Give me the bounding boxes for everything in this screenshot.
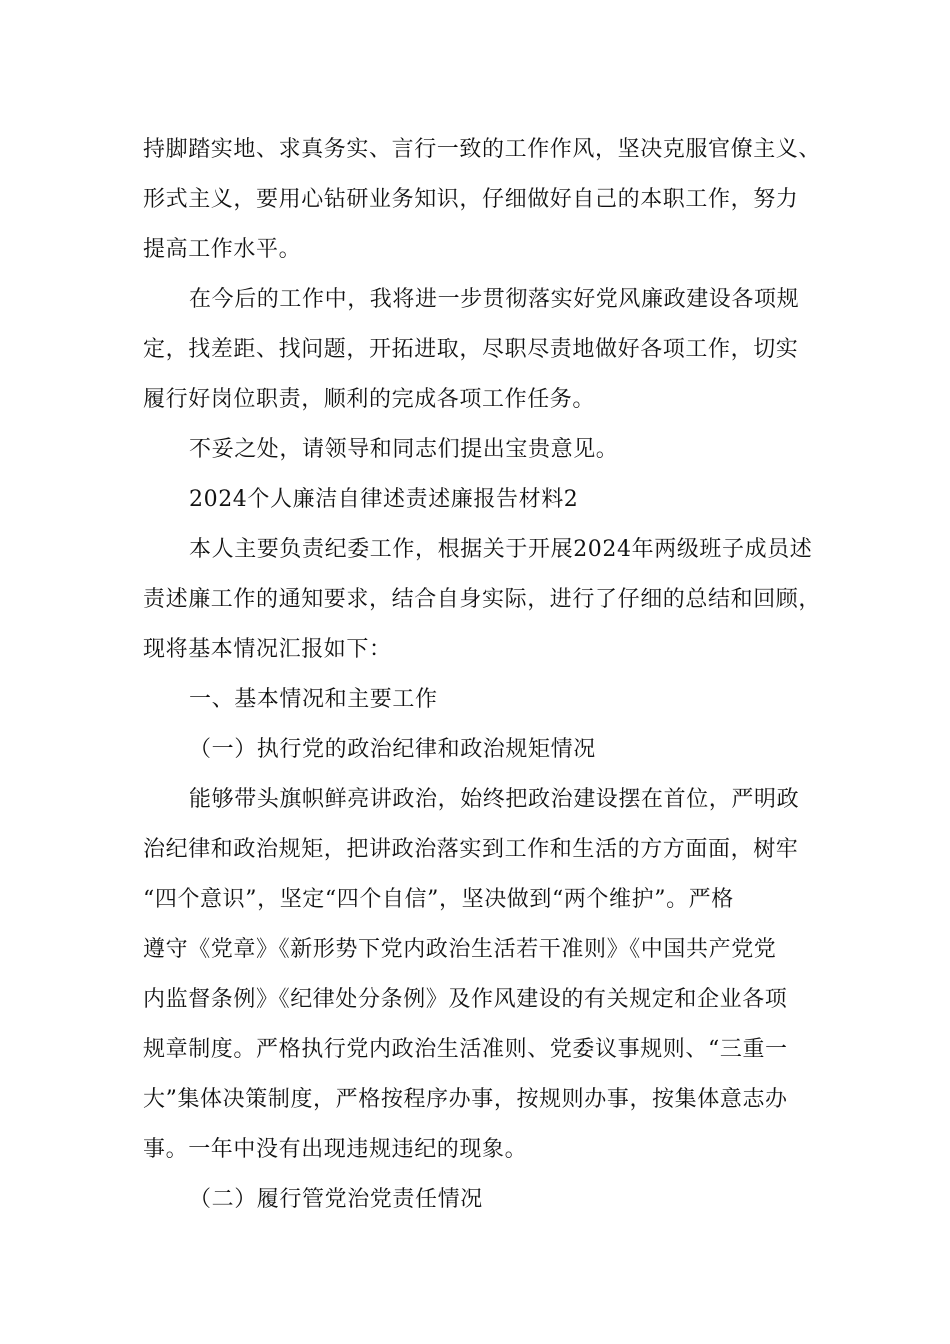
- body-text-line: 现将基本情况汇报如下：: [143, 637, 392, 662]
- body-text-line: 规章制度。严格执行党内政治生活准则、党委议事规则、“三重一: [143, 1037, 788, 1062]
- body-text-line: 责述廉工作的通知要求，结合自身实际，进行了仔细的总结和回顾，: [143, 587, 822, 612]
- body-text-line: 本人主要负责纪委工作，根据关于开展2024年两级班子成员述: [189, 537, 813, 562]
- body-text-line: 持脚踏实地、求真务实、言行一致的工作作风，坚决克服官僚主义、: [143, 137, 822, 162]
- body-text-line: 履行好岗位职责，顺利的完成各项工作任务。: [143, 387, 596, 412]
- body-text-line: 遵守《党章》《新形势下党内政治生活若干准则》《中国共产党党: [143, 937, 777, 962]
- body-text-line: 在今后的工作中，我将进一步贯彻落实好党风廉政建设各项规: [189, 287, 800, 312]
- heading-level-2: （一）执行党的政治纪律和政治规矩情况: [189, 737, 596, 762]
- section-title: 2024个人廉洁自律述责述廉报告材料2: [189, 487, 579, 512]
- body-text-line: 定，找差距、找问题，开拓进取，尽职尽责地做好各项工作，切实: [143, 337, 799, 362]
- body-text-line: 治纪律和政治规矩，把讲政治落实到工作和生活的方方面面，树牢: [143, 837, 799, 862]
- body-text-line: 形式主义，要用心钻研业务知识，仔细做好自己的本职工作，努力: [143, 187, 799, 212]
- body-text-line: 内监督条例》《纪律处分条例》及作风建设的有关规定和企业各项: [143, 987, 788, 1012]
- body-text-line: 事。一年中没有出现违规违纪的现象。: [143, 1137, 528, 1162]
- body-text-line: 不妥之处，请领导和同志们提出宝贵意见。: [189, 437, 619, 462]
- body-text-line: 大”集体决策制度，严格按程序办事，按规则办事，按集体意志办: [143, 1087, 788, 1112]
- body-text-line: 能够带头旗帜鲜亮讲政治，始终把政治建设摆在首位，严明政: [189, 787, 800, 812]
- body-text-line: “四个意识”，坚定“四个自信”，坚决做到“两个维护”。严格: [143, 887, 734, 912]
- heading-level-2: （二）履行管党治党责任情况: [189, 1187, 483, 1212]
- heading-level-1: 一、基本情况和主要工作: [189, 687, 438, 712]
- body-text-line: 提高工作水平。: [143, 237, 302, 262]
